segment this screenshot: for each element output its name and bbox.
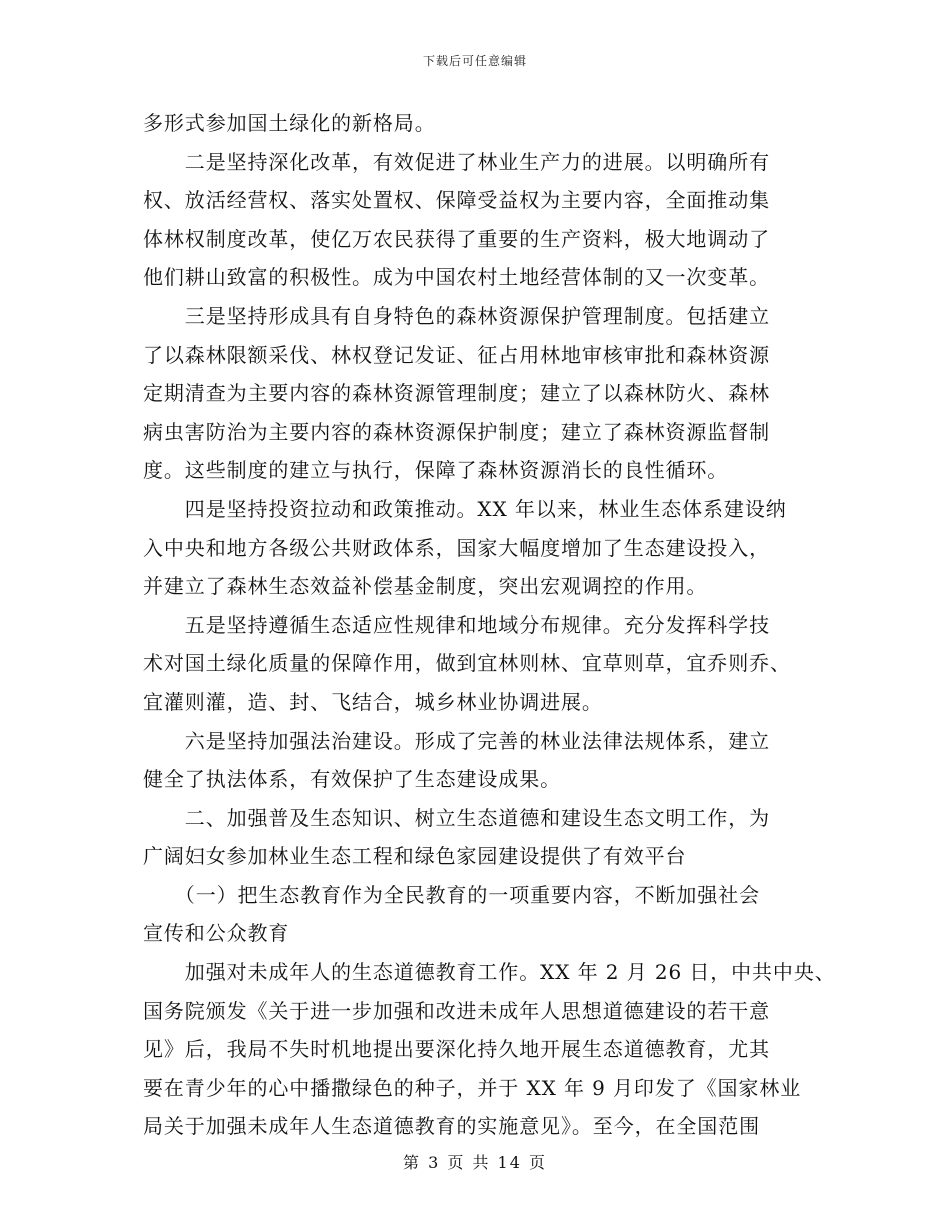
text-line: 度。这些制度的建立与执行，保障了森林资源消长的良性循环。 [143,458,729,483]
text-line: 见》后，我局不失时机地提出要深化持久地开展生态道德教育，尤其 [143,1037,770,1062]
text-line: 健全了执法体系，有效保护了生态建设成果。 [143,767,561,792]
text-line: 二、加强普及生态知识、树立生态道德和建设生态文明工作，为 [143,805,770,830]
text-line: 入中央和地方各级公共财政体系，国家大幅度增加了生态建设投入， [143,535,770,560]
text-line: 要在青少年的心中播撒绿色的种子，并于 XX 年 9 月印发了《国家林业 [143,1075,802,1100]
text-line: 宜灌则灌，造、封、飞结合，城乡林业协调进展。 [143,689,603,714]
text-line: 六是坚持加强法治建设。形成了完善的林业法律法规体系，建立 [143,728,770,753]
text-line: 国务院颁发《关于进一步加强和改进未成年人思想道德建设的若干意 [143,998,770,1023]
page-number-footer: 第 3 页 共 14 页 [403,1153,547,1172]
text-line: 他们耕山致富的积极性。成为中国农村土地经营体制的又一次变革。 [143,265,770,290]
text-line: 定期清查为主要内容的森林资源管理制度；建立了以森林防火、森林 [143,381,770,406]
text-line: 体林权制度改革，使亿万农民获得了重要的生产资料，极大地调动了 [143,226,770,251]
text-line: 局关于加强未成年人生态道德教育的实施意见》。至今，在全国范围 [143,1114,760,1139]
text-line: 三是坚持形成具有自身特色的森林资源保护管理制度。包括建立 [143,303,770,328]
text-line: 权、放活经营权、落实处置权、保障受益权为主要内容，全面推动集 [143,188,770,213]
text-line: 二是坚持深化改革，有效促进了林业生产力的进展。以明确所有 [143,149,770,174]
text-line: （一）把生态教育作为全民教育的一项重要内容，不断加强社会 [143,882,760,907]
text-line: 多形式参加国土绿化的新格局。 [143,111,436,135]
text-line: 术对国土绿化质量的保障作用，做到宜林则林、宜草则草，宜乔则乔、 [143,651,791,676]
text-line: 广阔妇女参加林业生态工程和绿色家园建设提供了有效平台 [143,844,687,869]
text-line: 并建立了森林生态效益补偿基金制度，突出宏观调控的作用。 [143,574,708,599]
document-body [143,104,836,1146]
text-line: 四是坚持投资拉动和政策推动。XX 年以来，林业生态体系建设纳 [143,496,787,521]
text-line: 五是坚持遵循生态适应性规律和地域分布规律。充分发挥科学技 [143,612,770,637]
text-line: 宣传和公众教育 [143,921,290,946]
text-line: 病虫害防治为主要内容的森林资源保护制度；建立了森林资源监督制 [143,419,770,444]
page-header: 下载后可任意编辑 [422,54,527,68]
text-line: 加强对未成年人的生态道德教育工作。XX 年 2 月 26 日，中共中央、 [143,960,836,985]
text-line: 了以森林限额采伐、林权登记发证、征占用林地审核审批和森林资源 [143,342,770,367]
